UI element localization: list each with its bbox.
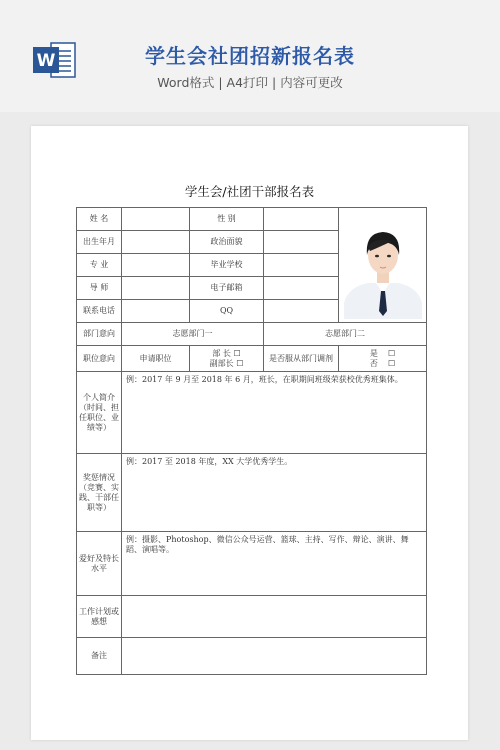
adjust-options	[339, 346, 427, 372]
word-logo-letter: W	[36, 51, 56, 71]
photo-cell	[339, 208, 427, 323]
form-title: 学生会/社团干部报名表	[184, 184, 315, 199]
label-gender: 性 别	[190, 208, 264, 231]
label-politics: 政治面貌	[190, 231, 264, 254]
table-row	[77, 208, 427, 231]
label-name: 姓 名	[77, 208, 122, 231]
label-adjust-question: 是否服从部门调剂	[264, 346, 339, 372]
label-hobbies: 爱好及特长水平	[77, 532, 122, 596]
label-notes: 备注	[77, 638, 122, 675]
option-director[interactable]	[192, 349, 261, 359]
label-position-intent: 职位意向	[77, 346, 122, 372]
field-plan[interactable]	[122, 596, 427, 638]
label-resume: 个人简介（时间、担任职位、业绩等）	[77, 372, 122, 454]
field-major[interactable]	[122, 254, 190, 277]
option-no-label: 否	[369, 358, 378, 368]
field-resume[interactable]: 例：2017 年 9 月至 2018 年 6 月，班长，在职期间班级荣获校优秀班集体。	[122, 372, 427, 454]
table-row	[77, 454, 427, 532]
option-deputy[interactable]	[192, 359, 261, 369]
option-yes[interactable]	[341, 349, 424, 359]
label-major: 专 业	[77, 254, 122, 277]
label-dept-intent: 部门意向	[77, 323, 122, 346]
label-birth: 出生年月	[77, 231, 122, 254]
field-hobbies[interactable]: 例：摄影、Photoshop、微信公众号运营、篮球、主持、写作、辩论、演讲、舞蹈、演唱等。	[122, 532, 427, 596]
table-row	[77, 372, 427, 454]
option-yes-label: 是	[369, 348, 378, 358]
field-school[interactable]	[264, 254, 339, 277]
label-mentor: 导 师	[77, 277, 122, 300]
label-email: 电子邮箱	[190, 277, 264, 300]
field-politics[interactable]	[264, 231, 339, 254]
field-name[interactable]	[122, 208, 190, 231]
option-director-label: 部 长	[212, 348, 231, 358]
banner-title: 学生会社团招新报名表	[145, 44, 355, 68]
label-apply-position: 申请职位	[122, 346, 190, 372]
field-gender[interactable]	[264, 208, 339, 231]
dept-choice-2[interactable]: 志愿部门二	[264, 323, 427, 346]
table-row	[77, 596, 427, 638]
field-awards[interactable]: 例：2017 至 2018 年度，XX 大学优秀学生。	[122, 454, 427, 532]
top-banner	[0, 0, 500, 112]
field-phone[interactable]	[122, 300, 190, 323]
field-mentor[interactable]	[122, 277, 190, 300]
checkbox-icon[interactable]: ☐	[233, 348, 241, 358]
option-deputy-label: 副部长	[209, 358, 234, 368]
field-email[interactable]	[264, 277, 339, 300]
label-qq: QQ	[190, 300, 264, 323]
banner-subtitle: Word格式 | A4打印 | 内容可更改	[157, 75, 343, 90]
label-plan: 工作计划或感想	[77, 596, 122, 638]
checkbox-icon[interactable]: ☐	[388, 348, 396, 358]
table-row	[77, 323, 427, 346]
document-page	[31, 126, 468, 740]
field-notes[interactable]	[122, 638, 427, 675]
checkbox-icon[interactable]: ☐	[236, 358, 244, 368]
table-row	[77, 346, 427, 372]
label-phone: 联系电话	[77, 300, 122, 323]
dept-choice-1[interactable]: 志愿部门一	[122, 323, 264, 346]
table-row	[77, 638, 427, 675]
label-awards: 奖惩情况（竞赛、实践、干部任职等）	[77, 454, 122, 532]
position-options	[190, 346, 264, 372]
registration-form-table	[76, 207, 427, 675]
label-school: 毕业学校	[190, 254, 264, 277]
checkbox-icon[interactable]: ☐	[388, 358, 396, 368]
table-row	[77, 532, 427, 596]
option-no[interactable]	[341, 359, 424, 369]
field-birth[interactable]	[122, 231, 190, 254]
applicant-photo	[340, 211, 426, 319]
field-qq[interactable]	[264, 300, 339, 323]
